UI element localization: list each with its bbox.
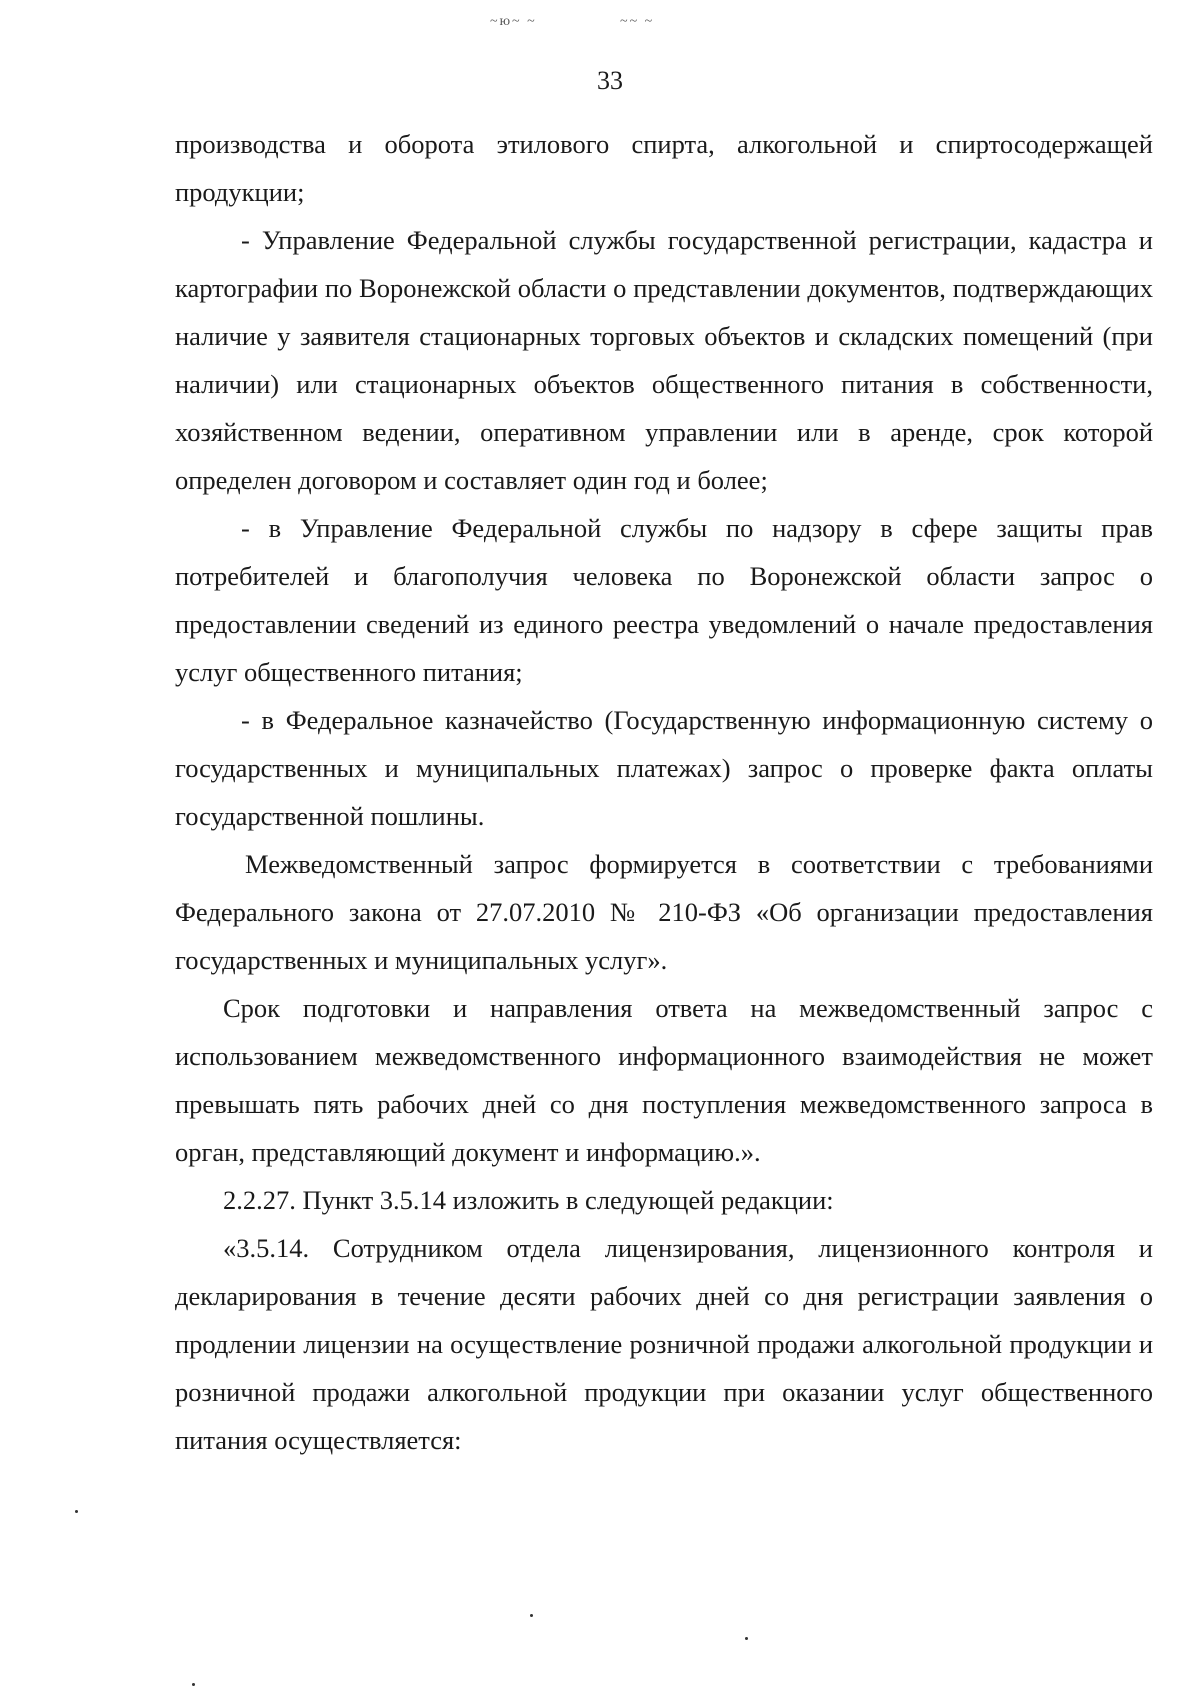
paragraph-7: 2.2.27. Пункт 3.5.14 изложить в следующей редакции: [223,1185,834,1215]
paragraph-5: Межведомственный запрос формируется в соответствии с требованиями Федерального закона от 27.07.2010 № 210-ФЗ «Об организации предоставления государственных и муниципальных услуг». [175,849,1153,975]
scan-speck [745,1637,748,1640]
page-number: 33 [597,66,623,95]
paragraph-3: - в Управление Федеральной службы по надзору в сфере защиты прав потребителей и благополучия человека по Воронежской области запрос о предоставлении сведений из единого реестра уведомлений о начале предоставления услуг общественного питания; [175,513,1153,687]
scan-speck [530,1614,533,1617]
paragraph-4: - в Федеральное казначейство (Государственную информационную систему о государственных и муниципальных платежах) запрос о проверке факта оплаты государственной пошлины. [175,705,1153,831]
scan-mark-left: ~ю~ ~ [490,14,537,29]
scan-speck [75,1510,78,1513]
paragraph-2: - Управление Федеральной службы государственной регистрации, кадастра и картографии по Воронежской области о представлении документов, подтверждающих наличие у заявителя стационарных торговых объектов и складских помещений (при наличии) или стационарных объектов общественного питания в собственности, хозяйственном ведении, оперативном управлении или в аренде, срок которой определен договором и составляет один год и более; [175,225,1153,495]
document-body [175,120,1153,1464]
paragraph-1: производства и оборота этилового спирта, алкогольной и спиртосодержащей продукции; [175,129,1153,207]
scan-artifacts [490,14,730,34]
scan-mark-right: ~~ ~ [620,14,655,29]
paragraph-8: «3.5.14. Сотрудником отдела лицензирования, лицензионного контроля и декларирования в течение десяти рабочих дней со дня регистрации заявления о продлении лицензии на осуществление розничной продажи алкогольной продукции и розничной продажи алкогольной продукции при оказании услуг общественного питания осуществляется: [175,1233,1153,1455]
paragraph-6: Срок подготовки и направления ответа на межведомственный запрос с использованием межведомственного информационного взаимодействия не может превышать пять рабочих дней со дня поступления межведомственного запроса в орган, представляющий документ и информацию.». [175,993,1153,1167]
scan-speck [192,1683,195,1686]
